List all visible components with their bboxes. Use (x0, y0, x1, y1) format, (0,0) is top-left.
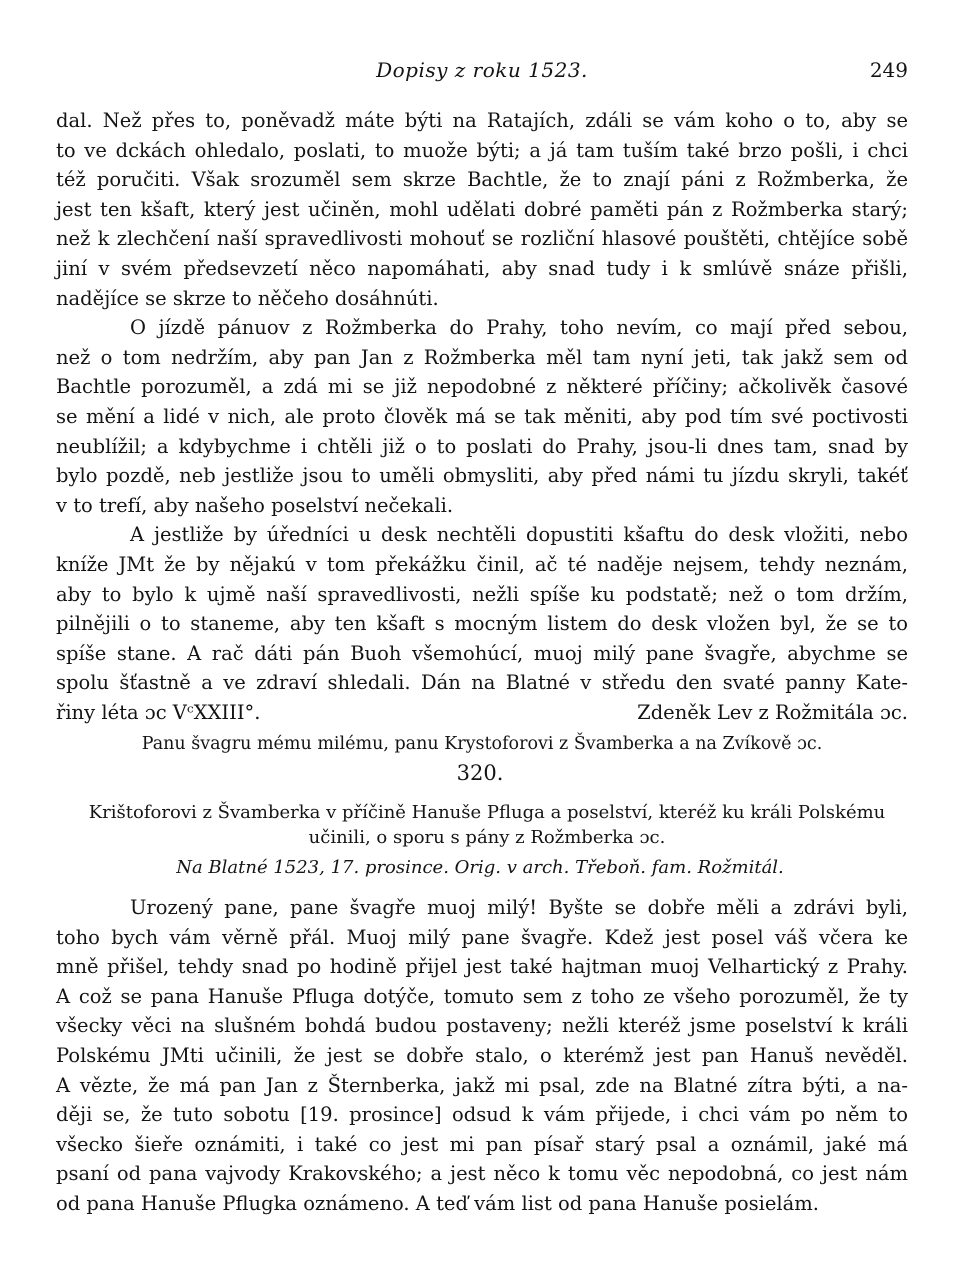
text-line: A vězte, že má pan Jan z Šternberka, jakž mi psal, zde na Blatné zítra býti, a na- (56, 1073, 908, 1097)
text-line: se mění a lidé v nich, ale proto člověk má se tak měniti, aby pod tím své poctivosti (56, 404, 908, 428)
text-line: kníže JMt že by nějakú v tom překážku činil, ač té naděje nejsem, tehdy neznám, (56, 552, 908, 576)
text-line: jest ten kšaft, který jest učiněn, mohl udělati dobré paměti pán z Rožmberka starý; (56, 197, 908, 221)
text-line: pilnějili o to staneme, aby ten kšaft s mocným listem do desk vložen byl, že se to (56, 612, 908, 636)
text-line: psaní od pana vajvody Krakovského; a jest něco k tomu věc nepodobná, co jest nám (56, 1162, 908, 1186)
text-line: spolu šťastně a ve zdraví shledali. Dán na Blatné v středu den svaté panny Kate- (56, 671, 908, 695)
signature: Zdeněk Lev z Rožmitála ɔc. (637, 700, 908, 724)
text-line: toho bych vám věrně přál. Muoj milý pane švagře. Kdež jest posel váš včera ke (56, 925, 908, 949)
text-line: neublížil; a kdybychme i chtěli již o to poslati do Prahy, jsou-li dnes tam, snad by (56, 434, 908, 458)
text-line: než k zlechčení naší spravedlivosti mohouť se rozliční hlasové pouštěti, chtějíce sobě (56, 227, 908, 251)
letter-address: Panu švagru mému milému, panu Krystoforovi z Švamberka a na Zvíkově ɔc. (141, 734, 823, 755)
text-line: od pana Hanuše Pflugka oznámeno. A teď vám list od pana Hanuše posielám. (56, 1191, 819, 1215)
text-line: A což se pana Hanuše Pfluga dotýče, tomuto sem z toho ze všeho porozuměl, že ty (56, 984, 908, 1008)
text-line: Bachtle porozuměl, a zdá mi se již nepodobné z některé příčiny; ačkolivěk časové (56, 375, 908, 399)
text-line: O jízdě pánuov z Rožmberka do Prahy, toho nevím, co mají před sebou, (130, 316, 908, 340)
closing-date: řiny léta ɔc VᶜXXIII°. (56, 700, 261, 724)
text-line: též poručiti. Však srozuměl sem skrze Bachtle, že to znají páni z Rožmberka, že (56, 168, 908, 192)
text-line: jiní v svém předsevzetí něco napomáhati, aby snad tudy i k smlúvě snáze přišli, (56, 256, 908, 280)
running-title: Dopisy z roku 1523. (376, 58, 588, 82)
text-line: v to trefí, aby našeho poselství nečekali. (56, 493, 454, 517)
heading-line: Krištoforovi z Švamberka v příčině Hanuše Pfluga a poselství, kteréž ku králi Polskému (88, 802, 886, 823)
letter-body (56, 893, 908, 1219)
heading-line: učinili, o sporu s pány z Rožmberka ɔc. (308, 827, 666, 848)
text-line: všecko šieře oznámiti, i také co jest mi pan písař starý psal a oznámil, jaké má (56, 1132, 908, 1156)
letter-continued (56, 106, 908, 760)
text-line: mně přišel, tehdy snad po hodině přijel jest také hajtman muoj Velhartický z Prahy. (56, 955, 908, 979)
text-line: Polskému JMti učinili, že jest se dobře stalo, o kterémž jest pan Hanuš nevěděl. (56, 1043, 908, 1067)
letter-number: 320. (456, 761, 504, 785)
text-line: ději se, že tuto sobotu [19. prosince] odsud k vám přijede, i chci vám po něm to (56, 1103, 908, 1127)
text-line: Urozený pane, pane švagře muoj milý! Byšte se dobře měli a zdrávi byli, (130, 896, 908, 919)
text-line: nadějíce se skrze to něčeho dosáhnúti. (56, 286, 439, 310)
text-line: A jestliže by úředníci u desk nechtěli dopustiti kšaftu do desk vložiti, nebo (130, 523, 908, 547)
letter-heading (70, 800, 904, 850)
text-line: to ve dckách ohledalo, poslati, to muože býti; a já tam tuším také brzo pošli, i chci (56, 138, 908, 162)
closing-line (56, 698, 908, 728)
page-header (56, 58, 908, 86)
page-number: 249 (869, 58, 908, 82)
text-line: aby to bylo k ujmě naší spravedlivosti, nežli spíše ku podstatě; než o tom držím, (56, 582, 908, 606)
text-line: dal. Než přes to, poněvadž máte býti na Ratajích, zdáli se vám koho o to, aby se (56, 109, 908, 132)
text-line: spíše stane. A rač dáti pán Buoh všemohúcí, muoj milý pane švagře, abychme se (56, 641, 908, 665)
text-line: všecky věci na slušném bohdá budou postaveny; nežli kteréž jsme poselství k králi (56, 1014, 908, 1038)
text-line: bylo pozdě, neb jestliže jsou to uměli obmysliti, aby před námi tu jízdu skryli, takéť (56, 464, 908, 488)
text-line: než o tom nedržím, aby pan Jan z Rožmberka měl tam nyní jeti, tak jakž sem od (56, 345, 908, 369)
source-note: Na Blatné 1523, 17. prosince. Orig. v arch. Třeboň. fam. Rožmitál. (176, 857, 784, 878)
